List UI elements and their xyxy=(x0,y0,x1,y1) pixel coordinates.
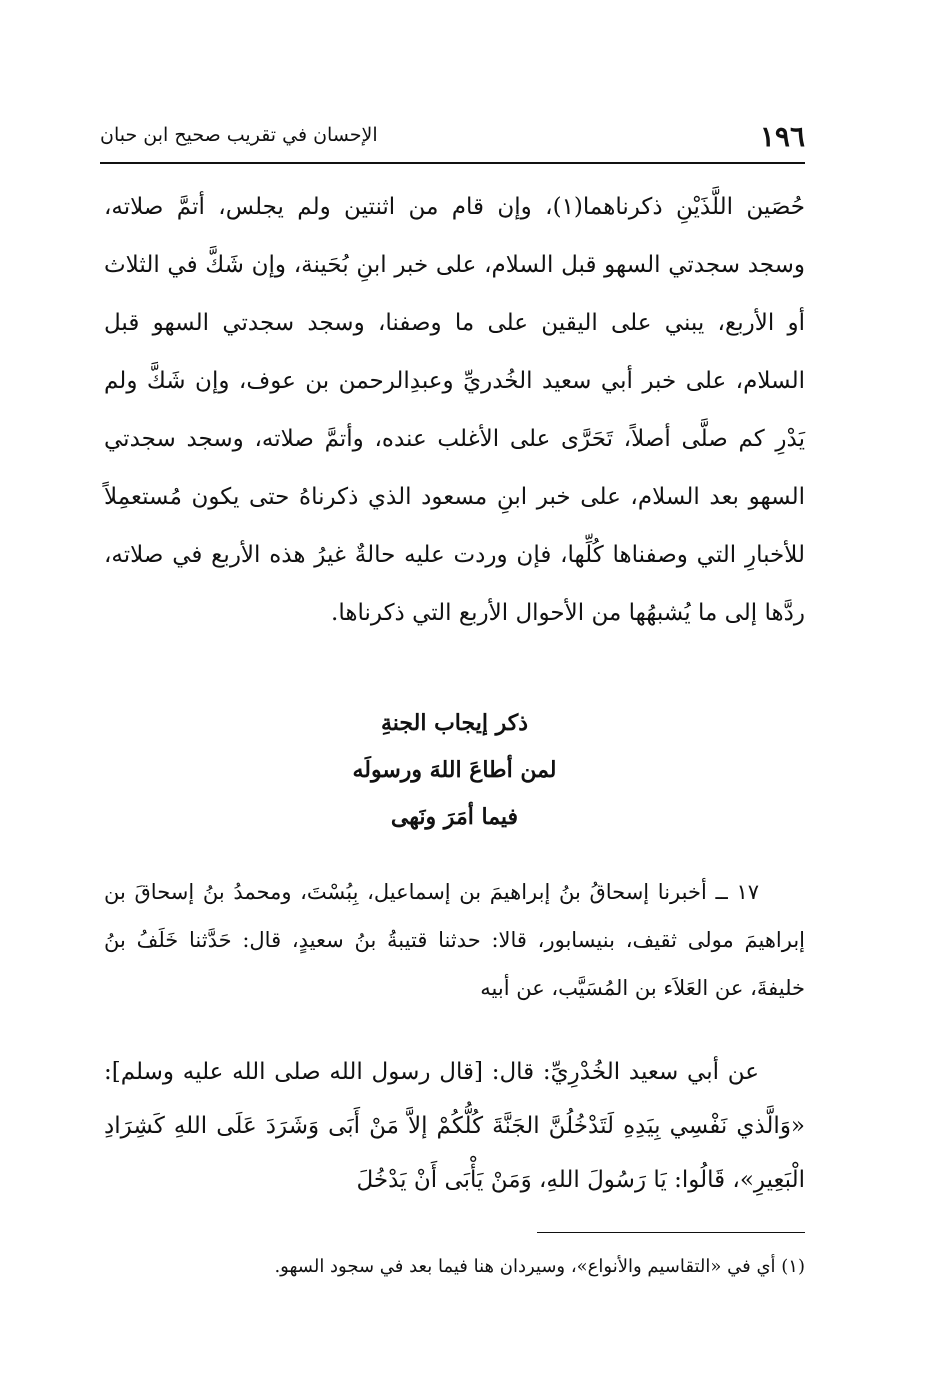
footnote-divider xyxy=(537,1232,805,1233)
heading-line-1: ذكر إيجاب الجنةِ xyxy=(380,710,529,736)
body-text xyxy=(104,178,805,642)
matn-paragraph: عن أبي سعيد الخُدْرِيِّ: قال: [قال رسول الله صلى الله عليه وسلم]: «وَالَّذي نَفْسِي بِيَدِهِ لَتَدْخُلُنَّ الجَنَّةَ كُلُّكُمْ إلاَّ مَنْ أَبَى وَشَرَدَ عَلَى اللهِ كَشِرَادِ الْبَعِيرِ»، قَالُوا: يَا رَسُولَ اللهِ، وَمَنْ يَأْبَى أَنْ يَدْخُلَ xyxy=(104,1059,805,1193)
heading-line-3: فيما أمَرَ ونَهى xyxy=(390,804,519,830)
hadith-matn xyxy=(104,1045,805,1207)
isnad-paragraph: ١٧ ــ أخبرنا إسحاقُ بنُ إبراهيمَ بن إسماعيل، بِبُسْتَ، ومحمدُ بنُ إسحاقَ بن إبراهيمَ مولى ثقيف، بنيسابور، قالا: حدثنا قتيبةُ بنُ سعيدٍ، قال: حَدَّثنا خَلَفُ بنُ خليفةَ، عن العَلاَء بن المُسَيَّب، عن أبيه xyxy=(104,880,805,1000)
heading-line-2: لمن أطاعَ اللهَ ورسولَه xyxy=(352,757,557,783)
footnote xyxy=(104,1250,805,1284)
running-title: الإحسان في تقريب صحيح ابن حبان xyxy=(100,124,378,146)
page-number: ١٩٦ xyxy=(759,120,805,153)
body-paragraph: حُصَين اللَّذَيْنِ ذكرناهما(١)، وإن قام من اثنتين ولم يجلس، أتمَّ صلاته، وسجد سجدتي السهو قبل السلام، على خبر ابنِ بُحَينة، وإن شَكَّ في الثلاث أو الأربع، يبني على اليقين على ما وصفنا، وسجد سجدتي السهو قبل السلام، على خبر أبي سعيد الخُدريِّ وعبدِالرحمن بن عوف، وإن شَكَّ ولم يَدْرِ كم صلَّى أصلاً، تَحَرَّى على الأغلب عنده، وأتمَّ صلاته، وسجد سجدتي السهو بعد السلام، على خبر ابنِ مسعود الذي ذكرناهُ حتى يكون مُستعمِلاً للأخبارِ التي وصفناها كُلِّها، فإن وردت عليه حالةٌ غيرُ هذه الأربع في صلاته، ردَّها إلى ما يُشبهُها من الأحوال الأربع التي ذكرناها. xyxy=(104,194,805,626)
section-heading xyxy=(104,700,805,841)
footnote-text: (١) أي في «التقاسيم والأنواع»، وسيردان هنا فيما بعد في سجود السهو. xyxy=(274,1256,805,1277)
page-header xyxy=(100,118,805,164)
hadith-isnad xyxy=(104,868,805,1012)
